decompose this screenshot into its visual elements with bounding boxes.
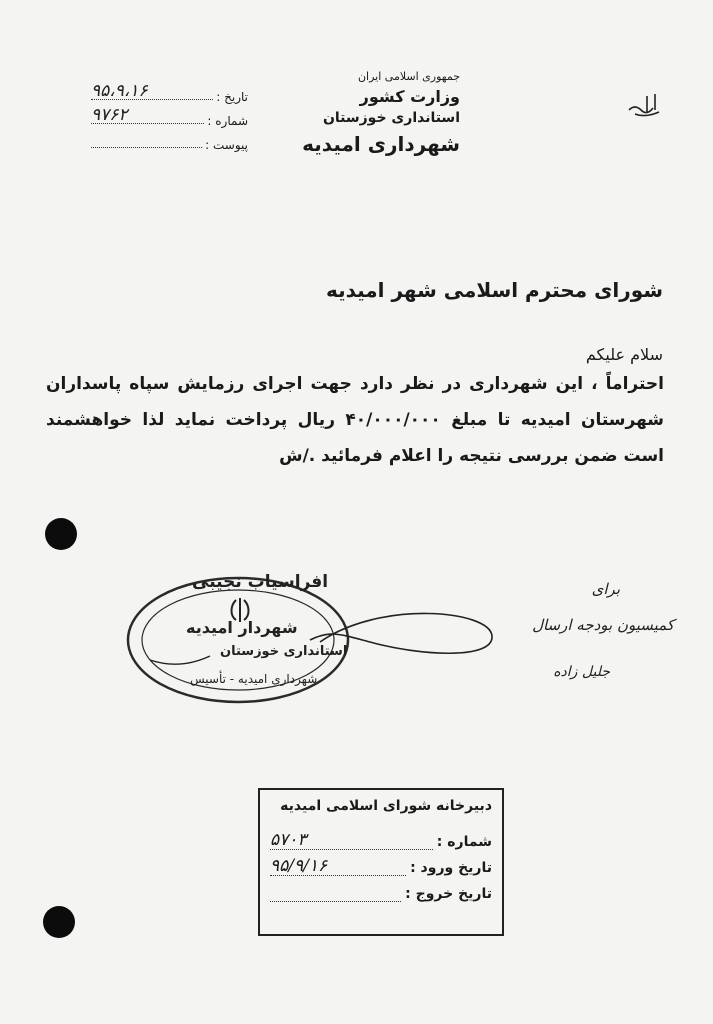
- invocation-calligraphy-icon: [625, 90, 665, 120]
- secretariat-number-value: ۵۷۰۳: [270, 831, 433, 850]
- secretariat-entry-label: تاریخ ورود :: [410, 860, 492, 876]
- recipient-heading: شورای محترم اسلامی شهر امیدیه: [325, 278, 663, 302]
- secretariat-title: دبیرخانه شورای اسلامی امیدیه: [280, 798, 492, 814]
- meta-attachment-field: [91, 133, 202, 148]
- letterhead-ministry: وزارت کشور: [359, 87, 460, 106]
- meta-attachment-row: [88, 128, 248, 152]
- handwritten-note: [510, 580, 680, 680]
- meta-date-value: ۹۵،۹،۱۶: [91, 81, 148, 101]
- greeting: سلام علیکم: [585, 345, 663, 364]
- secretariat-entry-row: [270, 850, 492, 876]
- handwritten-line-2: کمیسیون بودجه ارسال: [532, 616, 674, 634]
- official-stamp: [120, 560, 500, 710]
- stamp-title: شهردار امیدیه: [186, 618, 298, 637]
- letterhead-municipality: شهرداری امیدیه: [302, 132, 460, 156]
- letterhead: [300, 70, 460, 156]
- meta-number-row: [88, 104, 248, 128]
- stamp-footer: شهرداری امیدیه - تأسیس: [190, 672, 318, 686]
- meta-date-row: [88, 80, 248, 104]
- punch-hole-upper: [45, 518, 77, 550]
- secretariat-number-label: شماره :: [436, 834, 492, 850]
- secretariat-exit-label: تاریخ خروج :: [405, 886, 492, 902]
- meta-number-label: شماره :: [207, 114, 248, 128]
- letterhead-country: جمهوری اسلامی ایران: [357, 70, 460, 83]
- letter-body: احتراماً ، این شهرداری در نظر دارد جهت اجرای رزمایش سپاه پاسداران شهرستان امیدیه تا مبلغ ۴۰/۰۰۰/۰۰۰ ریال پرداخت نماید لذا خواهشمند است ضمن بررسی نتیجه را اعلام فرمائید ./ش: [46, 374, 665, 466]
- handwritten-line-3: جلیل زاده: [553, 664, 610, 680]
- meta-attachment-label: پیوست :: [205, 138, 248, 152]
- handwritten-line-1: برای: [591, 580, 620, 598]
- secretariat-exit-row: [270, 876, 492, 902]
- meta-date-label: تاریخ :: [216, 90, 248, 104]
- punch-hole-lower: [43, 906, 75, 938]
- meta-number-field: [91, 105, 204, 125]
- letterhead-governorate: استانداری خوزستان: [322, 110, 460, 126]
- meta-number-value: ۹۷۶۲: [91, 105, 128, 125]
- secretariat-exit-value: [270, 883, 401, 902]
- stamp-governorate: استانداری خوزستان: [220, 644, 348, 659]
- letter-meta: [88, 80, 248, 152]
- secretariat-entry-value: ۹۵/۹/۱۶: [270, 857, 406, 876]
- secretariat-stamp: [258, 788, 504, 936]
- secretariat-number-row: [270, 824, 492, 850]
- stamp-name: افراسیاب نجیبی: [192, 572, 329, 592]
- meta-date-field: [91, 81, 213, 101]
